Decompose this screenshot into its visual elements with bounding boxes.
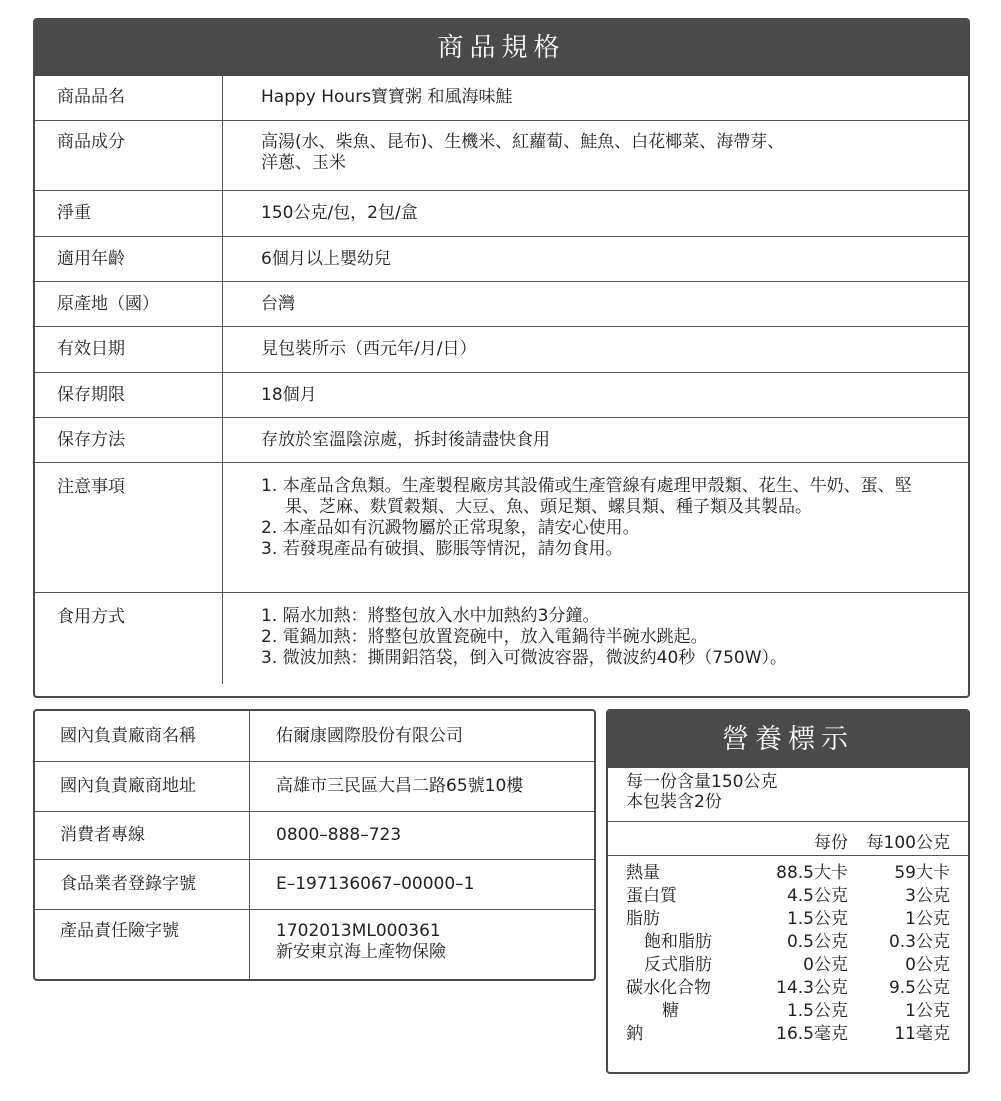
list-item: 2. 電鍋加熱：將整包放置瓷碗中，放入電鍋待半碗水跳起。 [261,626,708,647]
table-row [35,909,594,981]
resp-label-hotline: 消費者專線 [35,811,250,859]
spec-value-origin: 台灣 [223,281,969,326]
nutrient-per-serving: 0公克 [803,955,848,975]
table-row [35,811,594,859]
ingredients-line-1: 高湯(水、柴魚、昆布)、生機米、紅蘿蔔、鮭魚、白花椰菜、海帶芽、 [261,131,785,152]
nutrition-row-protein [608,885,968,908]
nutrient-name: 反式脂肪 [644,955,712,975]
table-row [35,711,594,761]
list-item: 3. 微波加熱：撕開鋁箔袋，倒入可微波容器，微波約40秒（750W）。 [261,647,788,668]
servings-per-package: 本包裝含2份 [626,792,722,812]
nutrient-per-serving: 1.5公克 [786,909,848,929]
spec-label-notes: 注意事項 [35,462,223,592]
resp-value-registration: E–197136067–00000–1 [250,859,595,909]
table-row [35,76,968,120]
nutrient-per-100g: 59大卡 [894,863,950,883]
nutrition-row-fat [608,908,968,931]
table-row [35,236,968,281]
nutrition-row-saturated-fat [608,931,968,954]
spec-label-age: 適用年齡 [35,236,223,281]
nutrient-name: 碳水化合物 [626,978,711,998]
insurance-company: 新安東京海上產物保險 [276,941,446,962]
spec-label-weight: 淨重 [35,190,223,236]
serving-info [608,768,968,822]
spec-label-shelf-life: 保存期限 [35,372,223,417]
nutrient-name: 糖 [662,1001,679,1021]
spec-value-name: Happy Hours寶寶粥 和風海味鮭 [261,87,513,107]
nutrient-per-100g: 3公克 [905,886,950,906]
spec-value-age: 6個月以上嬰幼兒 [223,236,969,281]
nutrition-row-calories [608,862,968,885]
nutrition-column-header [608,822,968,856]
list-item: 2. 本產品如有沉澱物屬於正常現象，請安心使用。 [261,517,640,538]
table-row [35,417,968,462]
nutrition-row-sodium [608,1023,968,1046]
spec-label-storage: 保存方法 [35,417,223,462]
table-row [35,326,968,372]
nutrition-row-carbohydrate [608,977,968,1000]
spec-label-expiry: 有效日期 [35,326,223,372]
nutrition-row-sugar [608,1000,968,1023]
spec-value-shelf-life: 18個月 [223,372,969,417]
table-row [35,190,968,236]
insurance-number: 1702013ML000361 [276,920,441,941]
serving-size: 每一份含量150公克 [626,772,778,792]
table-row [35,120,968,190]
nutrition-rows [608,856,968,1046]
resp-label-address: 國內負責廠商地址 [35,761,250,811]
resp-value-insurance [250,909,595,981]
usage-list [223,592,969,684]
spec-title: 商品規格 [35,20,968,76]
table-row [35,761,594,811]
table-row [35,462,968,592]
resp-label-company: 國內負責廠商名稱 [35,711,250,761]
list-item: 1. 隔水加熱：將整包放入水中加熱約3分鐘。 [261,605,600,626]
nutrient-per-100g: 0.3公克 [888,932,950,952]
responsible-party-panel [33,709,596,981]
column-per-serving: 每份 [814,833,848,853]
nutrient-per-serving: 14.3公克 [776,978,848,998]
list-item: 1. 本產品含魚類。生產製程廠房其設備或生產管線有處理甲殼類、花生、牛奶、蛋、堅果、芝麻、麩質穀類、大豆、魚、頭足類、螺貝類、種子類及其製品。 [261,475,912,517]
nutrient-per-serving: 4.5公克 [786,886,848,906]
table-row [35,859,594,909]
resp-value-hotline: 0800–888–723 [250,811,595,859]
nutrition-row-trans-fat [608,954,968,977]
spec-label-name: 商品品名 [35,76,223,120]
spec-value-weight: 150公克/包，2包/盒 [223,190,969,236]
table-row [35,281,968,326]
nutrient-name: 鈉 [626,1024,643,1044]
nutrient-per-100g: 1公克 [905,909,950,929]
spec-label-ingredients: 商品成分 [35,120,223,190]
spec-table [35,76,968,684]
responsible-table [35,711,594,981]
nutrient-name: 熱量 [626,863,660,883]
nutrient-per-100g: 9.5公克 [888,978,950,998]
nutrient-per-serving: 16.5毫克 [776,1024,848,1044]
nutrient-per-serving: 1.5公克 [786,1001,848,1021]
table-row [35,372,968,417]
notes-list [223,462,969,592]
list-item: 3. 若發現產品有破損、膨脹等情況，請勿食用。 [261,538,623,559]
nutrient-per-100g: 1公克 [905,1001,950,1021]
product-spec-panel [33,18,970,698]
resp-value-address: 高雄市三民區大昌二路65號10樓 [250,761,595,811]
column-per-100g: 每100公克 [866,833,950,853]
nutrient-per-100g: 11毫克 [894,1024,950,1044]
spec-value-expiry: 見包裝所示（西元年/月/日） [223,326,969,372]
nutrient-name: 脂肪 [626,909,660,929]
table-row [35,592,968,684]
spec-value-storage: 存放於室溫陰涼處，拆封後請盡快食用 [223,417,969,462]
resp-label-insurance: 產品責任險字號 [35,909,250,981]
nutrient-per-100g: 0公克 [905,955,950,975]
spec-label-usage: 食用方式 [35,592,223,684]
spec-value-ingredients [223,120,969,190]
resp-value-company: 佑爾康國際股份有限公司 [276,726,463,746]
nutrient-per-serving: 0.5公克 [786,932,848,952]
ingredients-line-2: 洋蔥、玉米 [261,152,346,173]
nutrient-name: 蛋白質 [626,886,677,906]
nutrient-name: 飽和脂肪 [644,932,712,952]
nutrient-per-serving: 88.5大卡 [776,863,848,883]
nutrition-title: 營養標示 [608,711,968,768]
resp-label-registration: 食品業者登錄字號 [35,859,250,909]
spec-label-origin: 原產地（國） [35,281,223,326]
nutrition-facts-panel [606,709,970,1074]
